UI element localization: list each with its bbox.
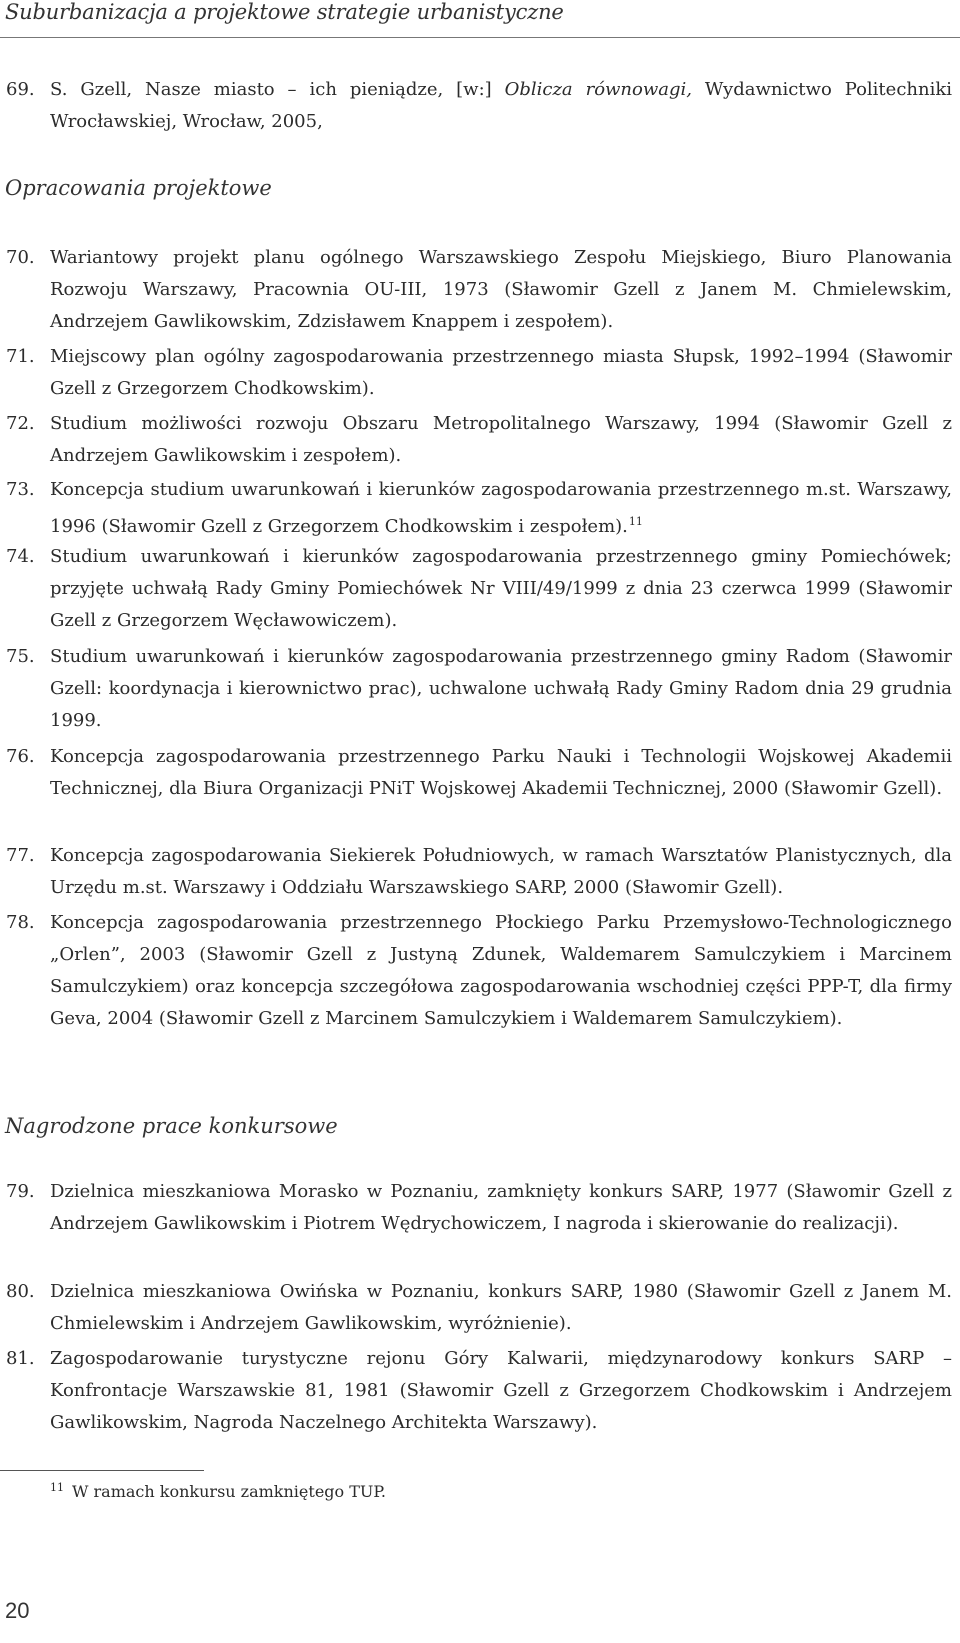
entry-text [50, 474, 952, 543]
entry-number: 74. [6, 546, 35, 567]
entry-number: 73. [6, 479, 35, 500]
entry-text: Studium uwarunkowań i kierunków zagospodarowania przestrzennego gminy Pomiechówek; przyjęte uchwałą Rady Gminy Pomiechówek Nr VIII/49/1999 z dnia 23 czerwca 1999 (Sławomir Gzell z Grzegorzem Węcławowiczem). [50, 546, 952, 631]
entry-text: Dzielnica mieszkaniowa Owińska w Poznaniu, konkurs SARP, 1980 (Sławomir Gzell z Janem M. Chmielewskim i Andrzejem Gawlikowskim, wyróżnienie). [50, 1281, 952, 1334]
section-heading: Opracowania projektowe [5, 176, 272, 200]
bibliography-entry [6, 641, 952, 737]
page-number: 20 [5, 1598, 30, 1623]
footnote-ref: 11 [628, 515, 643, 528]
entry-number: 77. [6, 845, 35, 866]
entry-text: Miejscowy plan ogólny zagospodarowania przestrzennego miasta Słupsk, 1992–1994 (Sławomir Gzell z Grzegorzem Chodkowskim). [50, 346, 952, 399]
entry-text: Koncepcja zagospodarowania przestrzennego Płockiego Parku Przemysłowo-Technologicznego „Orlen”, 2003 (Sławomir Gzell z Justyną Zdunek, Waldemarem Samulczykiem i Marcinem Samulczykiem) oraz koncepcja szczegółowa zagospodarowania wschodniej części PPP-T, dla firmy Geva, 2004 (Sławomir Gzell z Marcinem Samulczykiem i Waldemarem Samulczykiem). [50, 912, 952, 1029]
entry-text-part: Koncepcja studium uwarunkowań i kierunków zagospodarowania przestrzennego m.st. Warszawy, 1996 (Sławomir Gzell z Grzegorzem Chodkowskim i zespołem). [50, 479, 952, 537]
footnote-text: W ramach konkursu zamkniętego TUP. [72, 1482, 387, 1501]
entry-number: 70. [6, 247, 35, 268]
bibliography-entry [6, 741, 952, 805]
entry-number: 71. [6, 346, 35, 367]
section-heading: Nagrodzone prace konkursowe [5, 1114, 338, 1138]
entry-text [50, 74, 952, 138]
entry-number: 80. [6, 1281, 35, 1302]
bibliography-entry [6, 541, 952, 637]
bibliography-entry [6, 907, 952, 1035]
entry-text: Wariantowy projekt planu ogólnego Warszawskiego Zespołu Miejskiego, Biuro Planowania Rozwoju Warszawy, Pracownia OU-III, 1973 (Sławomir Gzell z Janem M. Chmielewskim, Andrzejem Gawlikowskim, Zdzisławem Knappem i zespołem). [50, 247, 952, 332]
entry-text: Koncepcja zagospodarowania przestrzennego Parku Nauki i Technologii Wojskowej Akademii Technicznej, dla Biura Organizacji PNiT Wojskowej Akademii Technicznej, 2000 (Sławomir Gzell). [50, 746, 952, 799]
bibliography-entry [6, 840, 952, 904]
entry-text: Zagospodarowanie turystyczne rejonu Góry Kalwarii, międzynarodowy konkurs SARP – Konfrontacje Warszawskie 81, 1981 (Sławomir Gzell z Grzegorzem Chodkowskim i Andrzejem Gawlikowskim, Nagroda Naczelnego Architekta Warszawy). [50, 1348, 952, 1433]
bibliography-entry [6, 341, 952, 405]
entry-number: 81. [6, 1348, 35, 1369]
running-head: Suburbanizacja a projektowe strategie urbanistyczne [5, 0, 564, 24]
entry-text: Studium uwarunkowań i kierunków zagospodarowania przestrzennego gminy Radom (Sławomir Gzell: koordynacja i kierownictwo prac), uchwalone uchwałą Rady Gminy Radom dnia 29 grudnia 1999. [50, 646, 952, 731]
entry-number: 72. [6, 413, 35, 434]
entry-italic-title: Oblicza równowagi, [504, 79, 693, 100]
header-rule [0, 37, 960, 38]
footnote-number: 11 [50, 1481, 64, 1494]
bibliography-entry [6, 1276, 952, 1340]
entry-number: 76. [6, 746, 35, 767]
entry-number: 79. [6, 1181, 35, 1202]
bibliography-entry [6, 74, 952, 138]
entry-text-part: S. Gzell, Nasze miasto – ich pieniądze, [w:] [50, 79, 505, 100]
entry-number: 75. [6, 646, 35, 667]
bibliography-entry [6, 1176, 952, 1240]
footnote [50, 1476, 386, 1504]
entry-number: 69. [6, 79, 35, 100]
bibliography-entry [6, 408, 952, 472]
bibliography-entry [6, 474, 952, 543]
footnote-rule [0, 1470, 204, 1471]
entry-text-part: Wydawnictwo Politechniki Wrocławskiej, Wrocław, 2005, [50, 79, 953, 132]
entry-text: Studium możliwości rozwoju Obszaru Metropolitalnego Warszawy, 1994 (Sławomir Gzell z Andrzejem Gawlikowskim i zespołem). [50, 413, 952, 466]
entry-text: Koncepcja zagospodarowania Siekierek Południowych, w ramach Warsztatów Planistycznych, dla Urzędu m.st. Warszawy i Oddziału Warszawskiego SARP, 2000 (Sławomir Gzell). [50, 845, 952, 898]
entry-number: 78. [6, 912, 35, 933]
entry-text: Dzielnica mieszkaniowa Morasko w Poznaniu, zamknięty konkurs SARP, 1977 (Sławomir Gzell z Andrzejem Gawlikowskim i Piotrem Wędrychowiczem, I nagroda i skierowanie do realizacji). [50, 1181, 952, 1234]
bibliography-entry [6, 242, 952, 338]
bibliography-entry [6, 1343, 952, 1439]
